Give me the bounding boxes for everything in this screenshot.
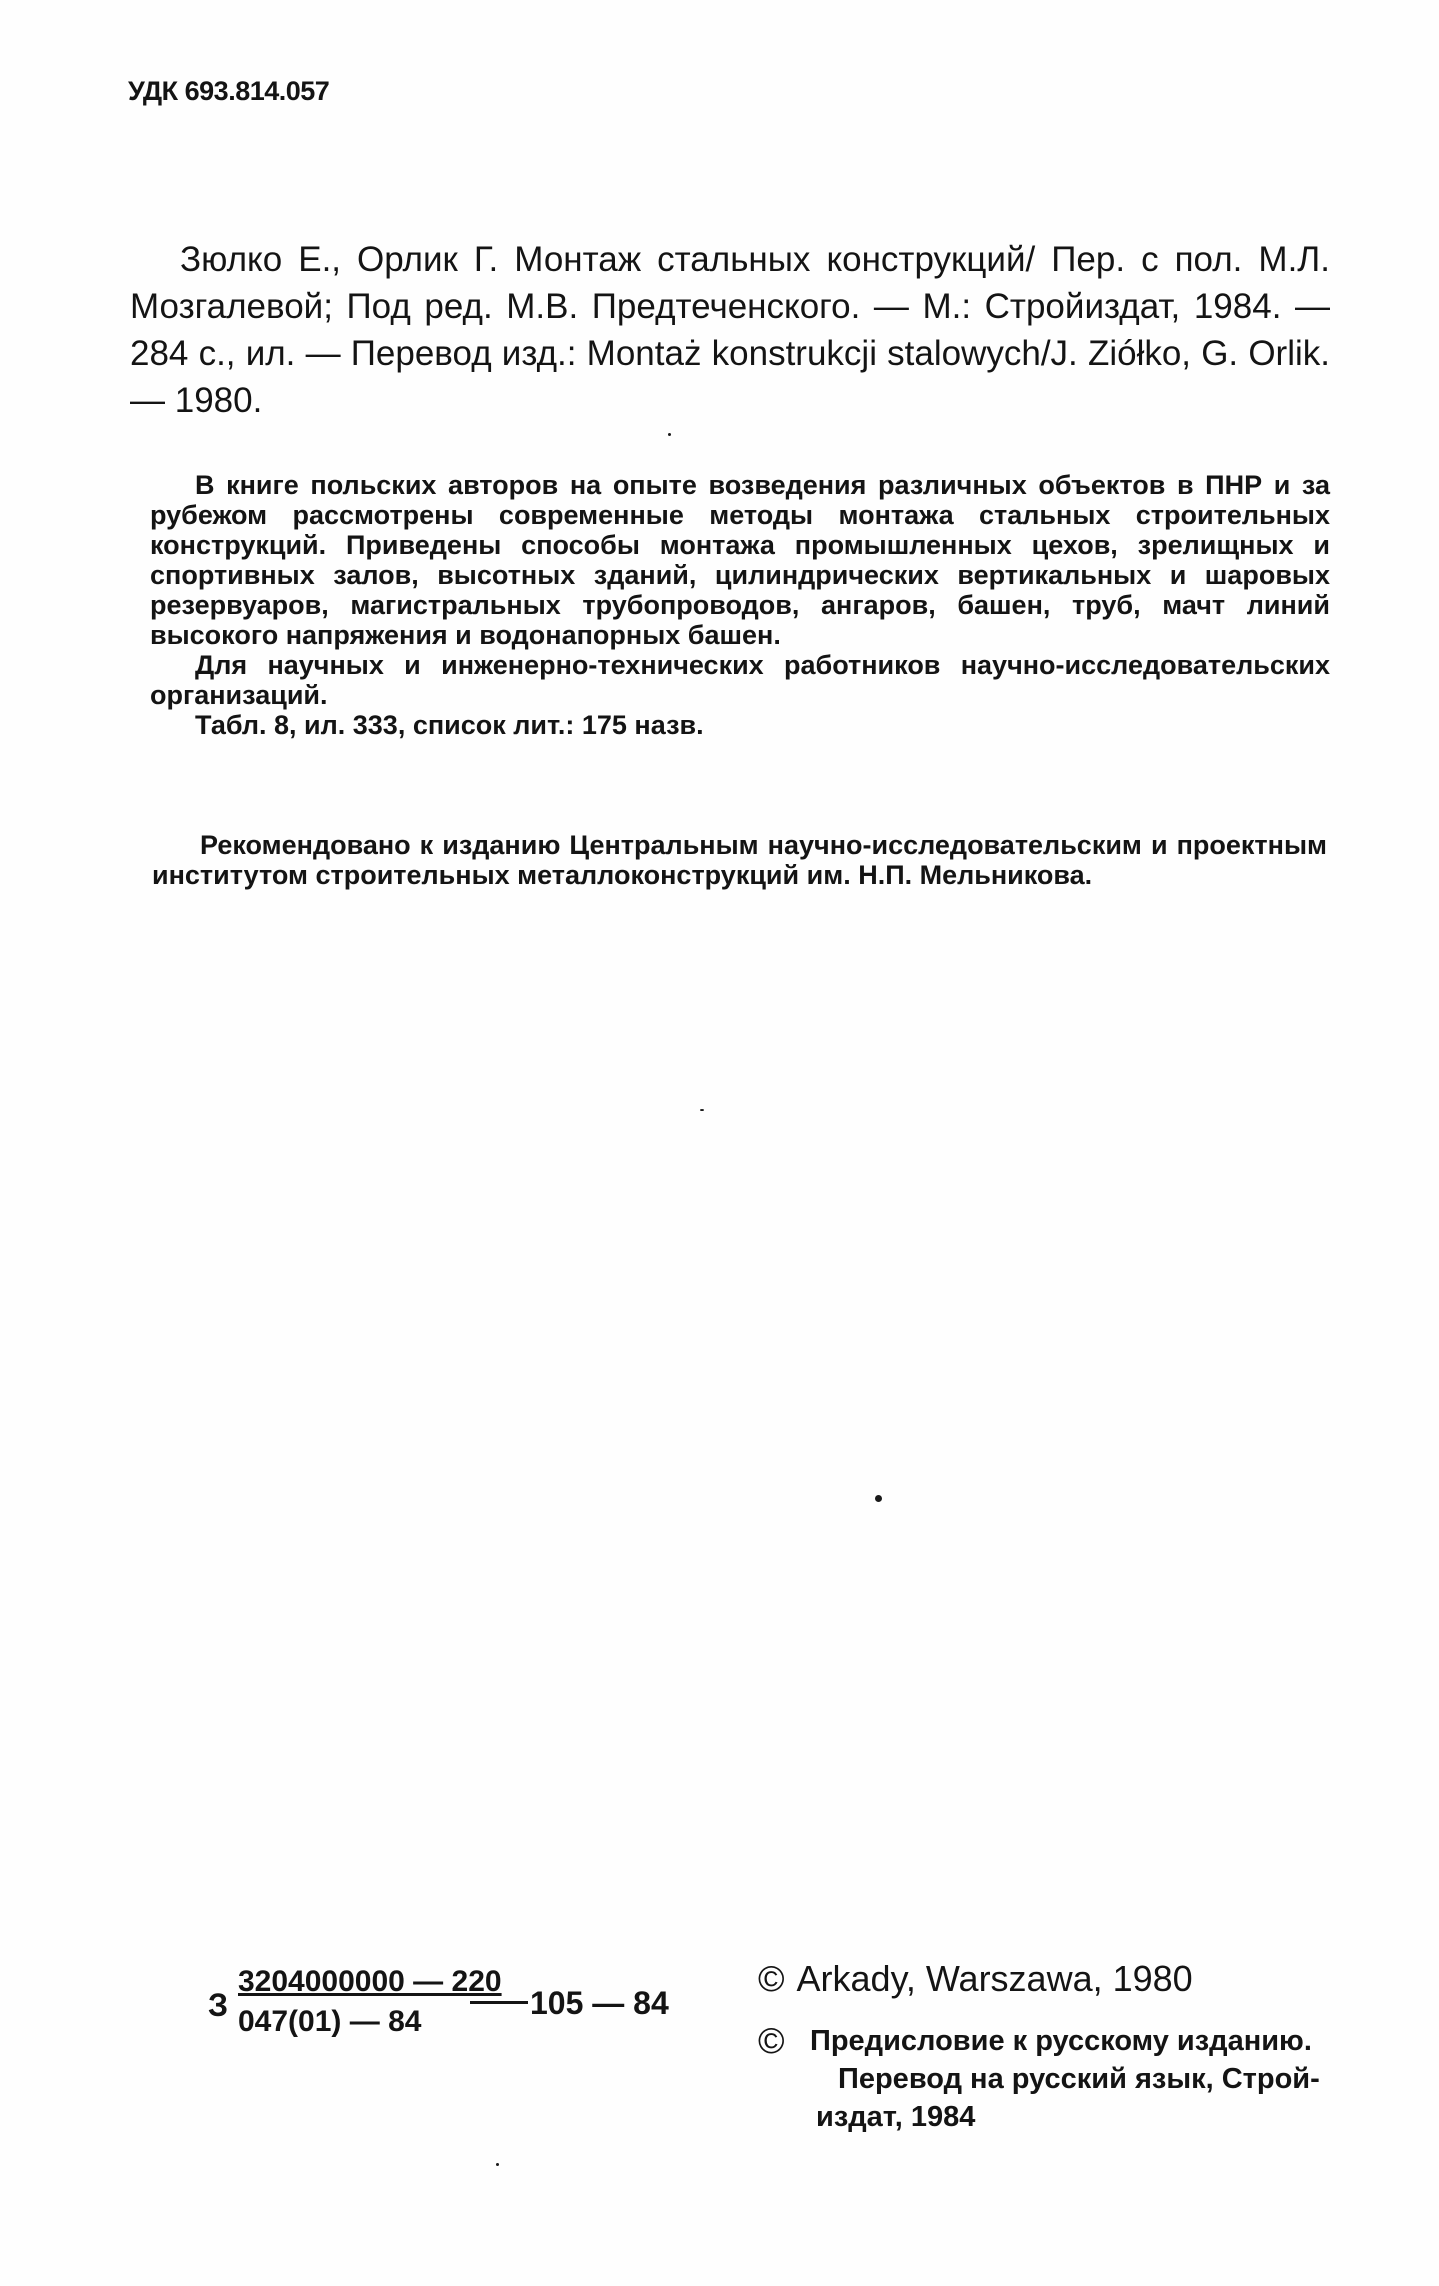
copyright-icon: © (758, 1958, 785, 1999)
audience-paragraph: Для научных и инженерно-технических работников научно-исследовательских организаций. (150, 650, 1330, 710)
bibliographic-record: Зюлко Е., Орлик Г. Монтаж стальных конструкций/ Пер. с пол. М.Л. Мозгалевой; Под ред. М.В. Предтеченского. — М.: Стройиздат, 1984. — 284 с., ил. — Перевод изд.: Montaż konstrukcji stalowych/J. Ziółko, G. Orlik. — 1980. (130, 240, 1330, 420)
stats-paragraph: Табл. 8, ил. 333, список лит.: 175 назв. (195, 710, 704, 740)
index-numerator: 3204000000 — 220 (238, 1965, 502, 1998)
udc-code: УДК 693.814.057 (128, 76, 330, 106)
copyright-translation (758, 2022, 1358, 2136)
print-speck (875, 1495, 882, 1502)
copyright-translation-line: Перевод на русский язык, Строй- (838, 2063, 1320, 2095)
copyright-original-text: Arkady, Warszawa, 1980 (796, 1958, 1193, 1999)
print-speck (496, 2163, 499, 2166)
copyright-original (758, 1958, 1193, 2000)
recommendation: Рекомендовано к изданию Центральным научно-исследовательским и проектным институтом строительных металлоконструкций им. Н.П. Мельникова. (152, 830, 1327, 890)
publisher-index (208, 1965, 688, 2055)
copyright-icon: © (758, 2020, 785, 2061)
index-prefix: З (208, 1987, 229, 2023)
index-right: 105 — 84 (530, 1985, 669, 2021)
copyright-translation-line: Предисловие к русскому изданию. (810, 2025, 1312, 2057)
abstract (150, 470, 1330, 740)
index-denominator: 047(01) — 84 (238, 2005, 422, 2038)
copyright-translation-line: издат, 1984 (816, 2101, 976, 2133)
index-dash (470, 2001, 528, 2004)
print-speck (700, 1109, 704, 1111)
print-speck (668, 433, 671, 436)
abstract-paragraph: В книге польских авторов на опыте возведения различных объектов в ПНР и за рубежом рассмотрены современные методы монтажа стальных строительных конструкций. Приведены способы монтажа промышленных цехов, зрелищных и спортивных залов, высотных зданий, цилиндрических вертикальных и шаровых резервуаров, магистральных трубопроводов, ангаров, башен, труб, мачт линий высокого напряжения и водонапорных башен. (150, 470, 1330, 650)
